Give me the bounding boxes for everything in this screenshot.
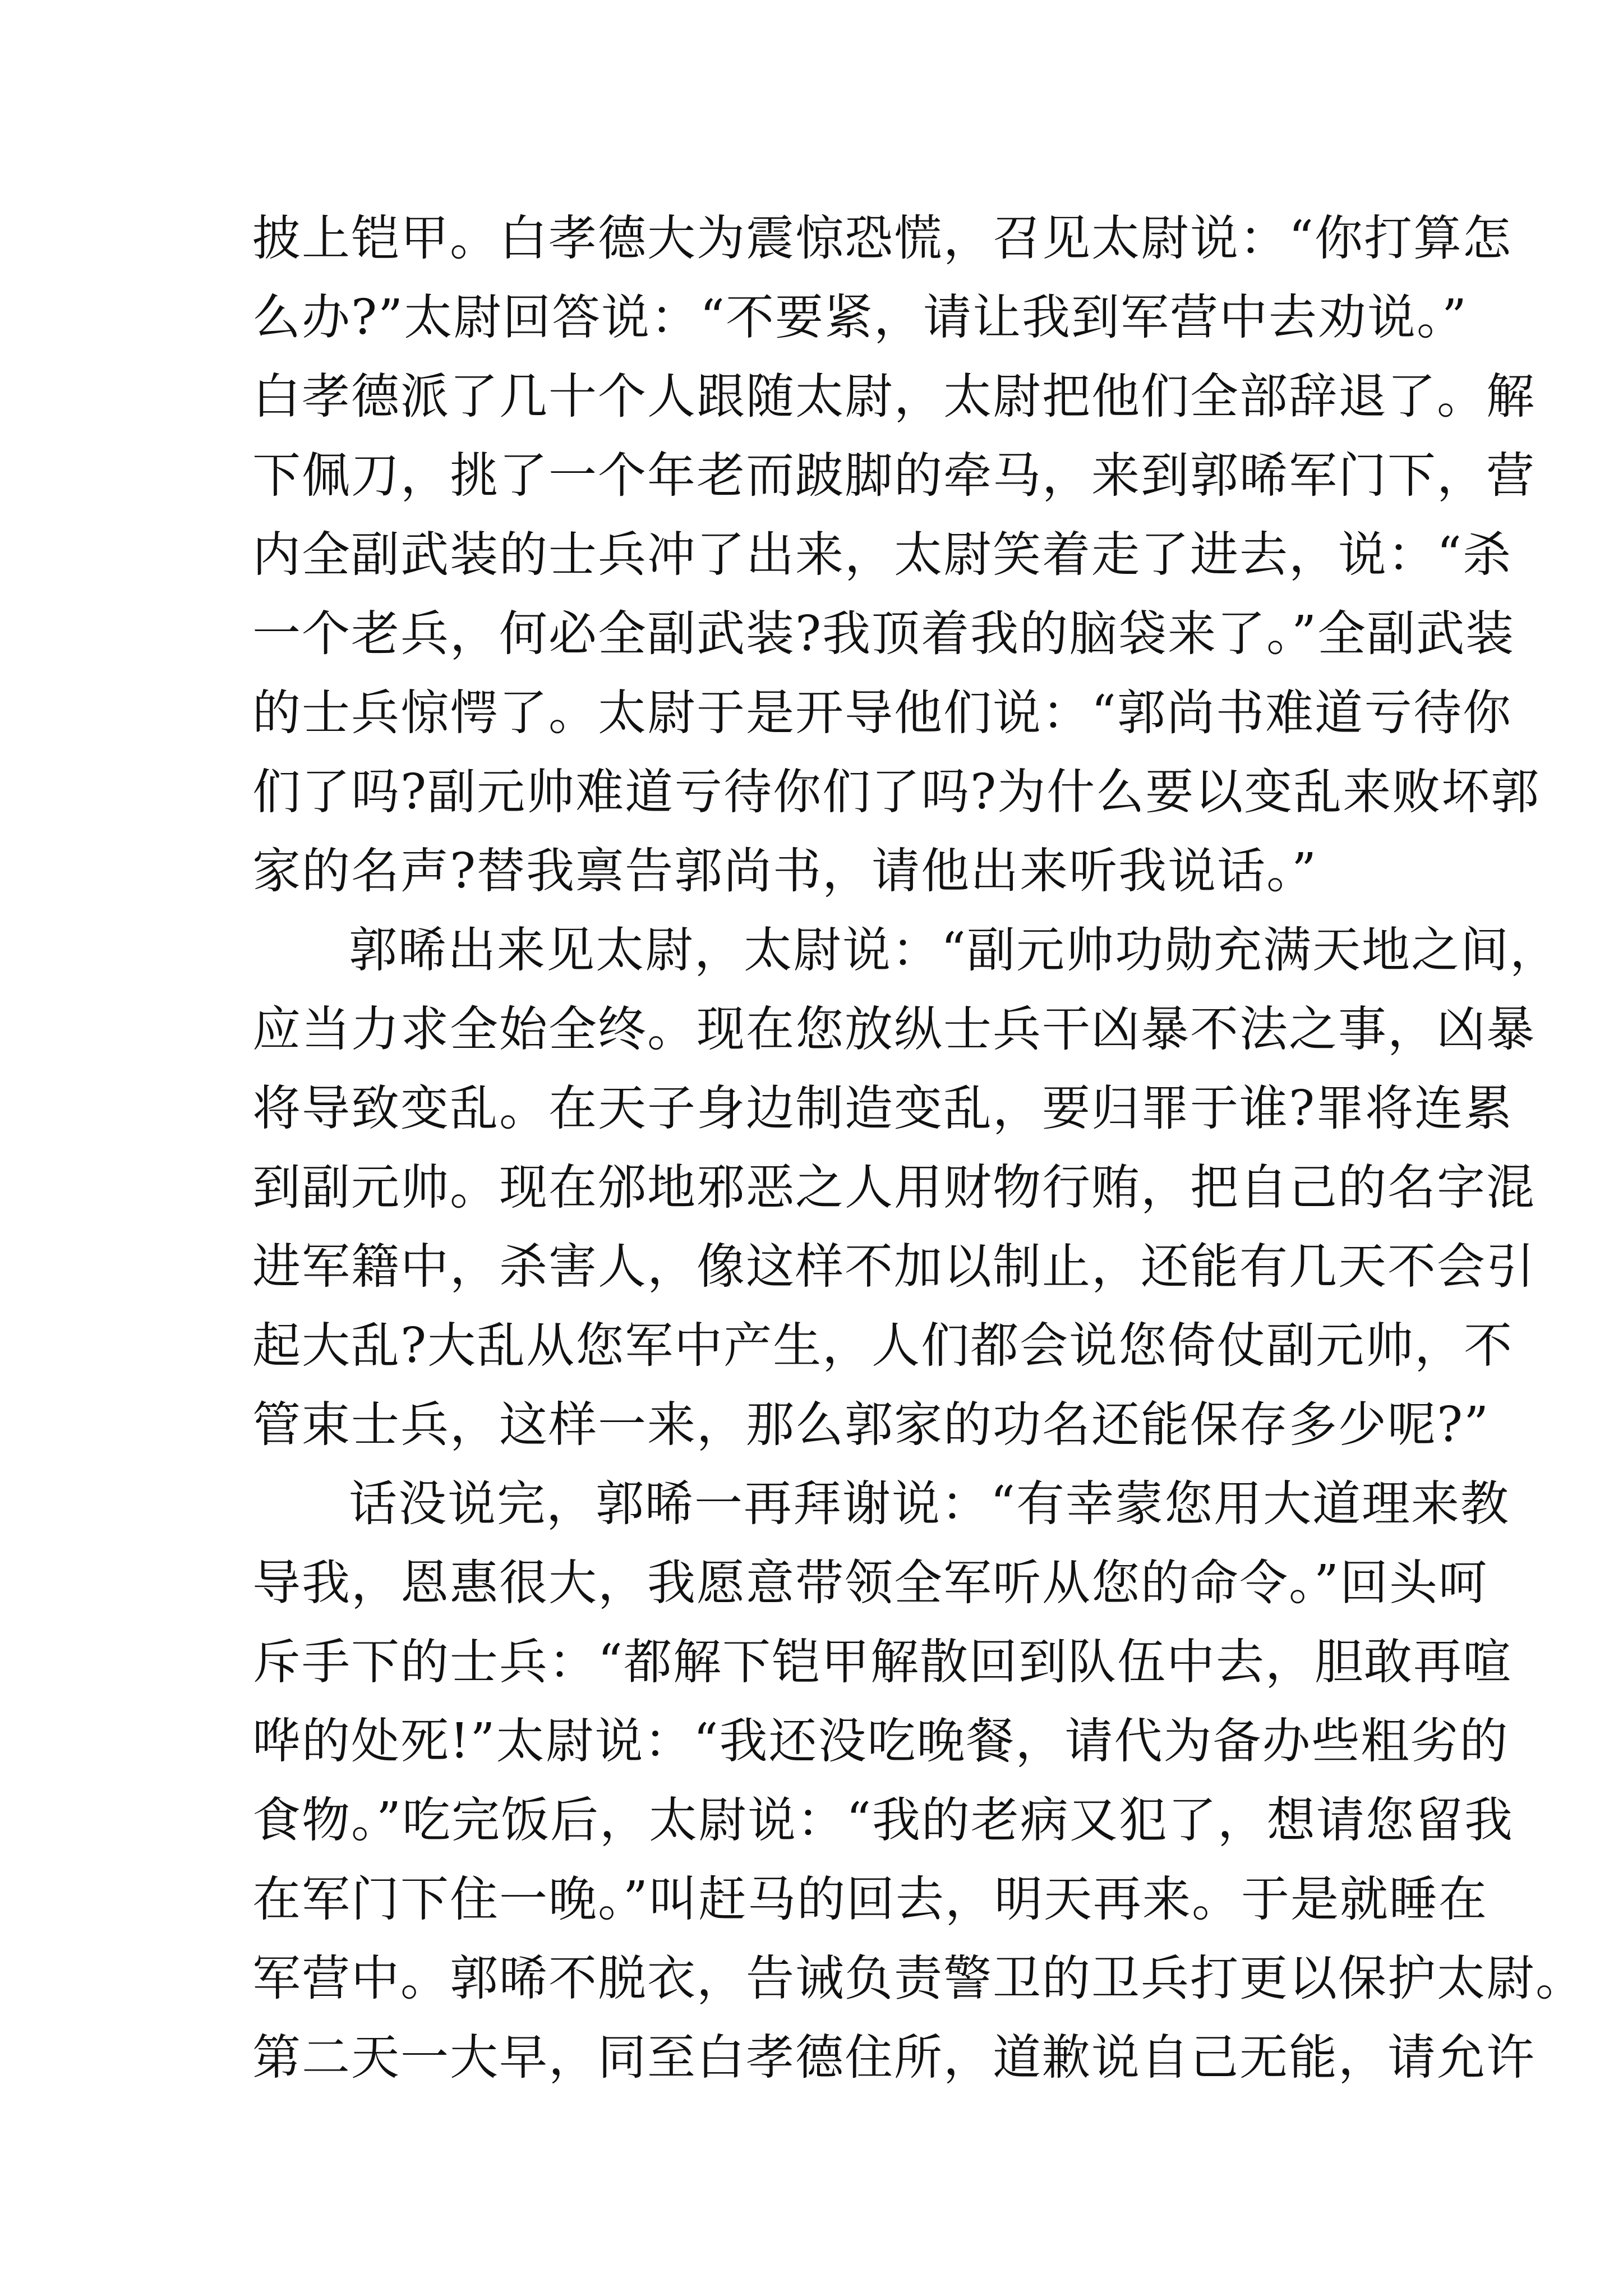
text-line: 第二天一大早，同至白孝德住所，道歉说自己无能，请允许	[252, 2030, 1536, 2086]
text-line: 起大乱?大乱从您军中产生，人们都会说您倚仗副元帅，不	[252, 1318, 1514, 1374]
text-line: 将导致变乱。在天子身边制造变乱，要归罪于谁?罪将连累	[252, 1080, 1514, 1137]
text-line: 导我，恩惠很大，我愿意带领全军听从您的命令。”回头呵	[252, 1555, 1488, 1611]
text-line: 应当力求全始全终。现在您放纵士兵干凶暴不法之事，凶暴	[252, 1001, 1536, 1057]
text-line: 么办?”太尉回答说：“不要紧，请让我到军营中去劝说。”	[252, 289, 1468, 346]
text-line: 披上铠甲。白孝德大为震惊恐慌，召见太尉说：“你打算怎	[252, 210, 1512, 266]
text-line: 军营中。郭晞不脱衣，告诫负责警卫的卫兵打更以保护太尉。	[252, 1950, 1585, 2007]
text-line: 在军门下住一晚。”叫赶马的回去，明天再来。于是就睡在	[252, 1871, 1488, 1927]
text-line: 食物。”吃完饭后，太尉说：“我的老病又犯了，想请您留我	[252, 1792, 1514, 1848]
text-line: 一个老兵，何必全副武装?我顶着我的脑袋来了。”全副武装	[252, 606, 1515, 662]
document-body	[252, 199, 1585, 2097]
paragraph-start-line: 郭晞出来见太尉，太尉说：“副元帅功勋充满天地之间，	[349, 922, 1559, 978]
text-line: 们了吗?副元帅难道亏待你们了吗?为什么要以变乱来败坏郭	[252, 764, 1541, 820]
text-line: 家的名声?替我禀告郭尚书，请他出来听我说话。”	[252, 843, 1318, 899]
text-line: 内全副武装的士兵冲了出来，太尉笑着走了进去，说：“杀	[252, 527, 1512, 583]
text-line: 白孝德派了几十个人跟随太尉，太尉把他们全部辞退了。解	[252, 369, 1536, 425]
text-line: 到副元帅。现在邠地邪恶之人用财物行贿，把自己的名字混	[252, 1159, 1536, 1216]
text-line: 斥手下的士兵：“都解下铠甲解散回到队伍中去，胆敢再喧	[252, 1634, 1512, 1690]
text-line: 下佩刀，挑了一个年老而跛脚的牵马，来到郭晞军门下，营	[252, 448, 1536, 504]
text-line: 哗的处死!”太尉说：“我还没吃晚餐，请代为备办些粗劣的	[252, 1713, 1509, 1769]
text-line: 进军籍中，杀害人，像这样不加以制止，还能有几天不会引	[252, 1239, 1536, 1295]
text-line: 管束士兵，这样一来，那么郭家的功名还能保存多少呢?”	[252, 1397, 1490, 1453]
paragraph-start-line: 话没说完，郭晞一再拜谢说：“有幸蒙您用大道理来教	[349, 1476, 1510, 1532]
text-line: 的士兵惊愕了。太尉于是开导他们说：“郭尚书难道亏待你	[252, 685, 1512, 741]
